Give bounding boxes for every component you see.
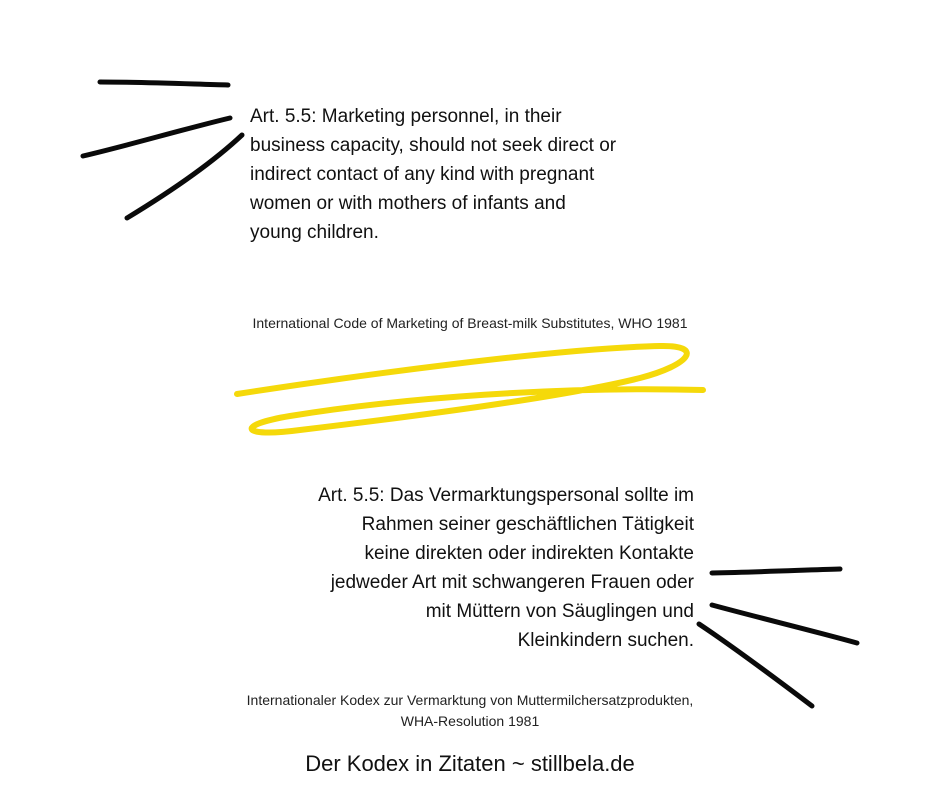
quote-english-line: women or with mothers of infants and	[250, 193, 566, 214]
quote-english-line: Art. 5.5: Marketing personnel, in their	[250, 106, 562, 127]
source-german-line: WHA-Resolution 1981	[400, 713, 540, 729]
quote-german-line: keine direkten oder indirekten Kontakte	[364, 543, 694, 564]
source-german-line: Internationaler Kodex zur Vermarktung von Muttermilchersatzprodukten,	[246, 692, 694, 708]
source-english: International Code of Marketing of Breast-milk Substitutes, WHO 1981	[252, 315, 688, 331]
quote-english-line: business capacity, should not seek direct or	[250, 135, 617, 156]
quote-german-line: Kleinkindern suchen.	[517, 630, 694, 651]
quote-english	[250, 102, 710, 247]
quote-german-line: Rahmen seiner geschäftlichen Tätigkeit	[361, 514, 694, 535]
quote-german-line: jedweder Art mit schwangeren Frauen oder	[330, 572, 694, 593]
source-german	[0, 690, 940, 732]
footer-credit: Der Kodex in Zitaten ~ stillbela.de	[305, 751, 635, 776]
quote-german-line: mit Müttern von Säuglingen und	[425, 601, 694, 622]
quote-german-line: Art. 5.5: Das Vermarktungspersonal sollte im	[318, 485, 694, 506]
quote-german	[220, 481, 694, 655]
quote-english-line: indirect contact of any kind with pregnant	[250, 164, 595, 185]
quote-english-line: young children.	[250, 222, 379, 243]
